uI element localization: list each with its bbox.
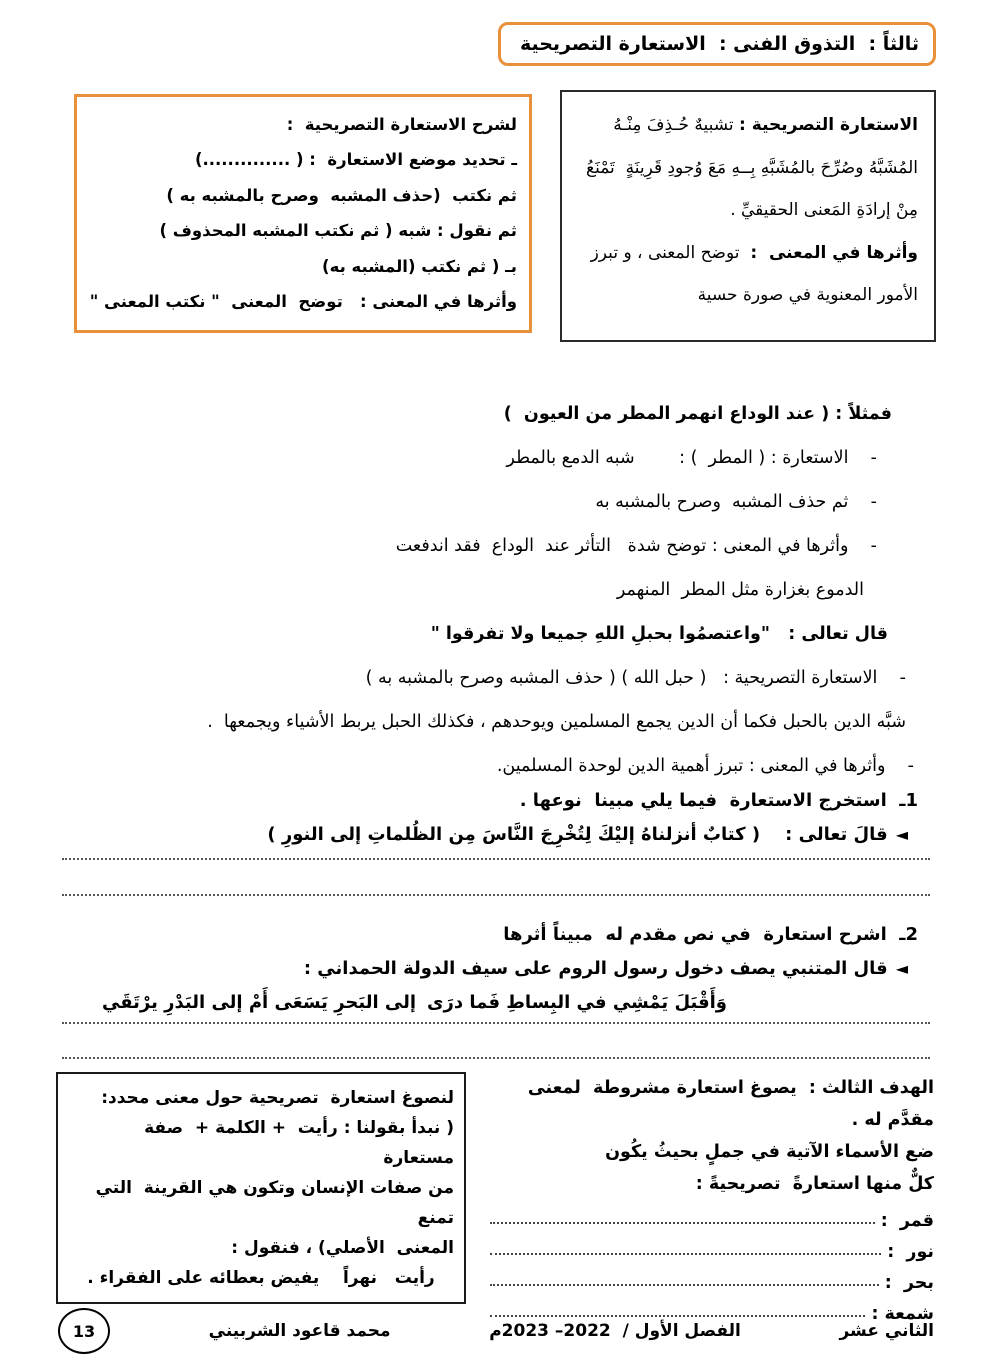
poetry-verse bbox=[102, 986, 727, 1020]
footer-grade: الثاني عشر bbox=[839, 1321, 934, 1341]
verse-second-hemistich: إلى البَحرِ يَسَعَى أَمْ إلى البَدْرِ يرْتَقَي bbox=[102, 992, 417, 1013]
example-continuation: الدموع بغزارة مثل المطر المنهمر bbox=[616, 580, 864, 600]
question-2-heading: 2ـ اشرح استعارة في نص مقدم له مبيناً أثرها bbox=[503, 924, 918, 945]
answer-line bbox=[490, 1222, 875, 1224]
definition-box bbox=[560, 90, 936, 342]
explain-step-4: بـ ( ثم نكتب (المشبه به) bbox=[322, 256, 517, 276]
quran-example-bullet-1: - الاستعارة التصريحية : ( حبل الله ) ( حذف المشبه وصرح بالمشبه به ) bbox=[365, 668, 906, 688]
quran-example-explanation: شبَّه الدين بالحبل فكما أن الدين يجمع المسلمين ويوحدهم ، فكذلك الحبل يربط الأشياء ويجمعها . bbox=[207, 712, 906, 732]
definition-effect-paragraph bbox=[574, 232, 918, 317]
page-number-badge bbox=[58, 1308, 110, 1354]
pointer-icon: ◄ bbox=[895, 825, 908, 844]
example-section bbox=[60, 392, 932, 788]
craft-box-line-1: ( نبدأ بقولنا : رأيت + الكلمة + صفة مستعارة bbox=[138, 1118, 454, 1168]
fill-item-qamar bbox=[480, 1200, 934, 1231]
answer-line bbox=[62, 894, 930, 896]
craft-box-line-3: المعنى الأصلي) ، فنقول : bbox=[231, 1238, 454, 1258]
question-1-verse: قالَ تعالى : ( كتابٌ أنزلناهُ إليْكَ لِتُخْرِجَ النَّاسَ مِن الظُلماتِ إلى النورِ ) bbox=[267, 824, 888, 845]
answer-line bbox=[62, 858, 930, 860]
example-heading: فمثلاً : ( عند الوداع انهمر المطر من العيون ) bbox=[503, 404, 892, 424]
definition-effect-label: وأثرها في المعنى : bbox=[750, 242, 918, 263]
explain-box-title: لشرح الاستعارة التصريحية : bbox=[286, 115, 517, 134]
lesson-title: ثالثاً : التذوق الفنى : الاستعارة التصريحية bbox=[519, 33, 919, 55]
craft-box-line-2: من صفات الإنسان وتكون هي القرينة التي تمنع bbox=[89, 1178, 454, 1228]
page-footer bbox=[58, 1306, 934, 1356]
craft-box-example: رأيت نهراً يفيض بعطائه على الفقراء . bbox=[87, 1268, 435, 1288]
fill-item-nour bbox=[480, 1231, 934, 1262]
definition-paragraph bbox=[574, 104, 918, 232]
question-1 bbox=[60, 784, 932, 852]
fill-item-label: قمر : bbox=[880, 1211, 934, 1231]
goal-instruction-2: كلٌّ منها استعارةً تصريحيةً : bbox=[695, 1174, 934, 1194]
quran-example-heading: قال تعالى : "واعتصمُوا بحبلِ اللهِ جميعا ولا تفرقوا " bbox=[430, 624, 888, 644]
answer-line bbox=[490, 1253, 881, 1255]
question-2 bbox=[60, 918, 932, 1020]
definition-text: تشبيهٌ حُـذِفَ مِنْـهُ المُشَبَّهُ وصُرِّحَ بالمُشَبَّهِ بِــهِ مَعَ وُجودِ قَرِينَةٍ تَمْنَعُ مِنْ إرادَةِ المَعنى الحقيقيِّ . bbox=[580, 115, 918, 220]
answer-line bbox=[62, 1022, 930, 1024]
answer-line bbox=[490, 1284, 879, 1286]
fill-item-bahr bbox=[480, 1262, 934, 1293]
example-bullet-2: - ثم حذف المشبه وصرح بالمشبه به bbox=[595, 492, 877, 512]
lesson-title-box bbox=[498, 22, 936, 66]
fill-item-label: شمعة : bbox=[871, 1304, 934, 1324]
quran-example-bullet-2: - وأثرها في المعنى : تبرز أهمية الدين لوحدة المسلمين. bbox=[496, 756, 914, 776]
explain-step-3: ثم نقول : شبه ( ثم نكتب المشبه المحذوف ) bbox=[159, 221, 517, 241]
footer-author: محمد قاعود الشربيني bbox=[208, 1321, 391, 1341]
goal-section bbox=[480, 1072, 934, 1324]
craft-box-title: لنصوغ استعارة تصريحية حول معنى محدد: bbox=[101, 1088, 454, 1108]
definition-effect-text: توضح المعنى ، و تبرز الأمور المعنوية في صورة حسية bbox=[585, 242, 918, 305]
explain-step-5: وأثرها في المعنى : توضح المعنى " نكتب المعنى " bbox=[89, 292, 517, 312]
question-2-intro: قال المتنبي يصف دخول رسول الروم على سيف الدولة الحمداني : bbox=[303, 958, 888, 979]
definition-term-label: الاستعارة التصريحية : bbox=[739, 115, 918, 135]
example-bullet-1: - الاستعارة : ( المطر ) : شبه الدمع بالمطر bbox=[506, 448, 877, 468]
goal-instruction-1: ضع الأسماء الآتية في جملٍ بحيثُ يكُون bbox=[605, 1142, 934, 1162]
fill-item-label: بحر : bbox=[884, 1273, 934, 1293]
pointer-icon: ◄ bbox=[895, 959, 908, 978]
craft-metaphor-box bbox=[56, 1072, 466, 1304]
answer-line bbox=[62, 1057, 930, 1059]
explain-steps-box bbox=[74, 94, 532, 333]
explain-step-2: ثم نكتب (حذف المشبه وصرح بالمشبه به ) bbox=[166, 185, 517, 205]
footer-term: الفصل الأول / 2022– 2023م bbox=[489, 1321, 741, 1341]
explain-step-1: ـ تحديد موضع الاستعارة : ( ..............) bbox=[194, 150, 517, 170]
question-1-verse-line bbox=[60, 818, 908, 852]
question-1-heading: 1ـ استخرج الاستعارة فيما يلي مبينا نوعها . bbox=[519, 790, 918, 811]
page-number: 13 bbox=[72, 1321, 96, 1341]
goal-heading: الهدف الثالث : يصوغ استعارة مشروطة لمعنى مقدَّم له . bbox=[515, 1078, 934, 1130]
question-2-intro-line bbox=[60, 952, 908, 986]
example-bullet-3: - وأثرها في المعنى : توضح شدة التأثر عند الوداع فقد اندفعت bbox=[395, 536, 877, 556]
fill-item-label: نور : bbox=[887, 1242, 934, 1262]
verse-first-hemistich: وَأَقْبَلَ يَمْشِي في البِساطِ فَما درَى bbox=[427, 992, 727, 1013]
